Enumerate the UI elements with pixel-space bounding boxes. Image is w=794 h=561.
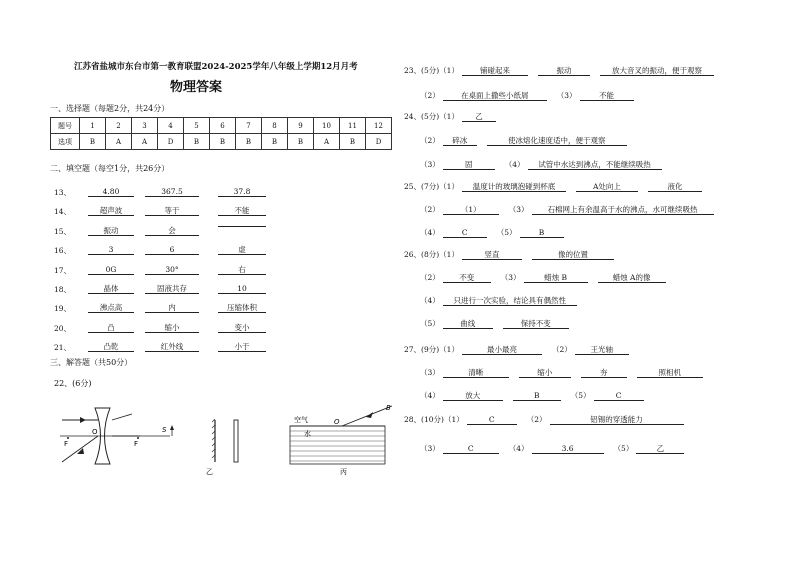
focus-label-right: F [134,440,139,448]
question-number: 5 [184,118,210,134]
question-label: （2） [420,136,440,145]
answer-blank: 放大音叉的振动，便于观察 [600,66,714,76]
answer-blank: 液化 [648,182,702,192]
answer-line [404,181,712,192]
answer-blank: 石棉网上有余温高于水的沸点，水可继续吸热 [532,205,714,215]
fill-answer-blank: 6 [145,245,199,255]
fill-answer-blank: 30° [145,265,199,275]
fill-answer-blank: 虚 [218,245,266,255]
answer-blank: 保持不变 [503,319,569,329]
answer-blank: 使冰熔化速度适中，便于观察 [487,136,627,146]
q22-figures [40,400,390,475]
answer-blank: 试管中水达到沸点，不能继续吸热 [528,160,662,170]
figure-yi-label: 乙 [206,468,213,476]
question-label: （5） [613,444,634,453]
fill-answer-blank: 超声波 [88,206,134,216]
answer-blank: 照相机 [637,368,703,378]
fill-question-number: 18、 [54,285,72,294]
fill-answer-blank: 会 [145,226,199,236]
answer-blank: C [594,391,644,401]
answer-line [404,249,624,260]
question-label: 23、(5分)（1） [404,66,459,75]
answer-blank: 蜡烛 B [524,273,588,283]
question-number: 12 [366,118,392,134]
question-label: （4） [420,391,440,400]
question-label: （2） [526,415,547,424]
answer-line [420,390,654,401]
answer-blank: B [513,391,561,401]
answer-cell: B [236,134,262,150]
question-label: （4） [420,228,440,237]
answer-blank: 乙 [462,112,496,122]
question-number: 6 [210,118,236,134]
question-label: （4） [420,296,440,305]
answer-line [420,204,724,215]
fill-question-number: 14、 [54,207,72,217]
fill-question-number: 17、 [54,265,72,275]
answer-blank: C [443,228,487,238]
answer-blank: 像的位置 [532,250,614,260]
answer-cell: A [106,134,132,150]
fill-answer-blank: 367.5 [145,187,199,197]
question-label: （3） [420,160,440,169]
choice-answer-table [50,117,392,150]
fill-answer-blank: 等于 [145,206,199,216]
section-heading-fill: 二、填空题（每空1分，共26分） [50,164,170,173]
answer-blank: 碎冰 [443,136,477,146]
question-label: （4） [504,160,525,169]
fill-question-number: 20、 [54,323,72,333]
answer-blank: 在桌面上撒些小纸屑 [443,91,547,101]
question-number: 4 [158,118,184,134]
answer-line [420,443,694,454]
section-heading-solve: 三、解答题（共50分） [50,358,133,367]
answer-blank: 王光轴 [575,345,629,355]
question-number: 9 [288,118,314,134]
answer-line [420,295,587,306]
answer-cell: B [340,134,366,150]
fill-answer-blank: 4.80 [88,187,134,197]
question-label: 27、(9分)（1） [404,345,459,354]
fill-answer-blank: 右 [218,265,266,275]
question-label: （3） [420,444,440,453]
figure-bing-label: 丙 [340,468,347,476]
answer-blank: 温度计的玻璃泡碰到杯底 [462,182,566,192]
plane-mirror-figure [162,419,238,476]
answer-line [420,90,644,101]
optical-center-label: O [92,428,98,436]
question-label: 26、(8分)（1） [404,250,459,259]
answer-blank: 最小最亮 [462,345,542,355]
fill-answer-blank: 3 [88,245,134,255]
question-label: 25、(7分)（1） [404,182,459,191]
air-label: 空气 [294,416,308,424]
row-label-question: 题号 [51,118,80,134]
question-label: （2） [420,91,440,100]
fill-answer-blank [218,226,266,227]
water-label: 水 [304,430,311,438]
question-label: （3） [500,273,521,282]
point-b-label: B [386,404,391,412]
point-o-label: O [334,418,340,426]
fill-question-number: 13、 [54,188,72,197]
answer-blank: 清晰 [443,368,509,378]
focus-label-left: F [64,440,69,448]
fill-answer-blank: 振动 [88,226,134,236]
answer-blank: 曲线 [443,319,493,329]
document-subtitle: 物理答案 [170,80,223,95]
answer-blank: C [467,415,517,425]
question-22-label: 22、(6分) [54,379,92,388]
fill-answer-blank: 不能 [218,206,266,216]
answer-blank: 缩小 [519,368,571,378]
answer-cell: A [132,134,158,150]
answer-blank: B [520,228,564,238]
concave-lens-figure [60,408,170,464]
question-number-row [51,118,392,134]
question-number: 10 [314,118,340,134]
fill-answer-blank: 内 [145,303,199,313]
section-heading-choice: 一、选择题（每题2分，共24分） [50,104,170,113]
question-label: 24、(5分)（1） [404,112,459,121]
answer-blank: A处向上 [576,182,638,192]
fill-answer-blank: 凸乾 [88,342,134,352]
answer-blank: 竖直 [462,250,522,260]
answer-line [420,135,637,146]
fill-answer-blank: 10 [218,284,266,294]
refraction-figure [290,404,392,476]
answer-line [404,414,694,425]
answer-blank: 铺碰起来 [462,66,528,76]
answer-blank: 放大 [443,391,503,401]
question-label: （2） [551,345,572,354]
fill-question-number: 21、 [54,343,72,353]
fill-question-number: 16、 [54,246,72,256]
answer-cell: B [210,134,236,150]
row-label-answer: 选项 [51,134,80,150]
answer-cell: B [80,134,106,150]
answer-blank: 3.6 [532,444,604,454]
answer-blank: 蜡烛 A的像 [598,273,666,283]
question-label: （3） [508,205,529,214]
fill-answer-blank: 0G [88,265,134,275]
answer-blank: 不变 [443,273,491,283]
answer-blank: 振动 [538,66,590,76]
answer-line [420,227,574,238]
answer-line [420,318,579,329]
fill-answer-blank: 凸 [88,323,134,333]
answer-cell: A [314,134,340,150]
fill-answer-blank: 红外线 [145,342,199,352]
point-s-label: S [162,426,167,434]
answer-cell: B [184,134,210,150]
answer-blank: 铝锡的穿透能力 [550,415,684,425]
question-number: 11 [340,118,366,134]
question-number: 7 [236,118,262,134]
answer-row [51,134,392,150]
fill-answer-blank: 晶体 [88,284,134,294]
question-label: （5） [496,228,517,237]
answer-blank: 夯 [581,368,627,378]
answer-line [404,111,506,122]
fill-answer-blank: 37.8 [218,187,266,197]
question-label: （4） [508,444,529,453]
fill-answer-blank: 缩小 [145,323,199,333]
question-number: 3 [132,118,158,134]
fill-question-number: 15、 [54,226,72,236]
answer-line [420,367,713,378]
question-label: （5） [420,319,440,328]
question-label: （3） [420,368,440,377]
question-label: 28、(10分)（1） [404,415,464,424]
fill-answer-blank: 变小 [218,323,266,333]
question-label: （2） [420,273,440,282]
question-number: 2 [106,118,132,134]
question-label: （5） [570,391,591,400]
question-number: 8 [262,118,288,134]
fill-answer-blank: 沸点高 [88,303,134,313]
answer-blank: 不能 [580,91,634,101]
answer-cell: B [262,134,288,150]
question-label: （3） [556,91,577,100]
fill-question-number: 19、 [54,304,72,314]
answer-cell: D [158,134,184,150]
answer-line [404,344,639,355]
answer-blank: 乙 [636,444,684,454]
answer-line [420,159,672,170]
answer-cell: D [366,134,392,150]
question-label: （2） [420,205,440,214]
fill-answer-blank: 压缩体积 [218,303,266,313]
answer-line [404,65,724,76]
answer-line [420,272,676,283]
fill-answer-blank: 小于 [218,342,266,352]
document-title: 江苏省盐城市东台市第一教育联盟2024-2025学年八年级上学期12月月考 [74,62,358,72]
answer-blank: C [443,444,499,454]
answer-blank: （1） [443,205,499,215]
question-number: 1 [80,118,106,134]
answer-blank: 只进行一次实验，结论具有偶然性 [443,296,577,306]
answer-blank: 固 [443,160,495,170]
fill-answer-blank: 固液共存 [145,284,199,294]
answer-cell: B [288,134,314,150]
